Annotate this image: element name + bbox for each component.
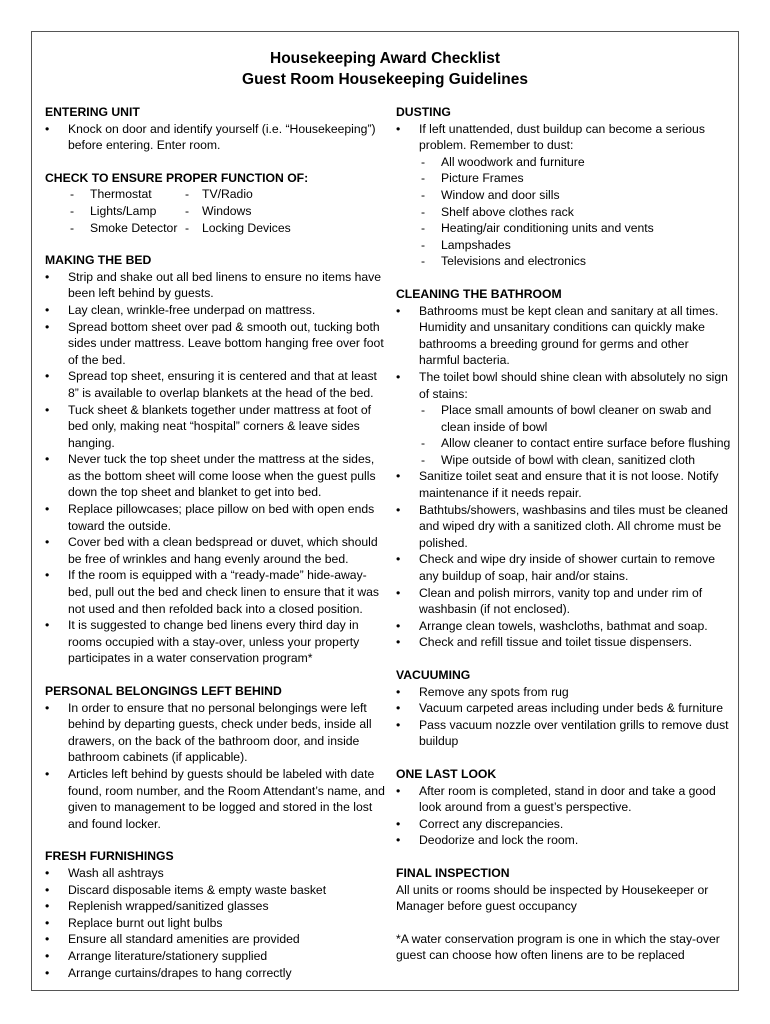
list-item: • In order to ensure that no personal belongings were left behind by departing guests, check under beds, inside all drawers, on the back of the bathroom door, and inside bathroom cabinets (if applicable). — [45, 700, 390, 766]
list-item: • Pass vacuum nozzle over ventilation grills to remove dust buildup — [396, 717, 731, 750]
list-item: • Spread top sheet, ensuring it is centered and that at least 8” is available to overlap blankets at the head of the bed. — [45, 368, 390, 401]
list-item: • Articles left behind by guests should be labeled with date found, room number, and the Room Attendant’s name, and given to management to be logged and stored in the lost and found locker. — [45, 766, 390, 832]
list-item: • Replenish wrapped/sanitized glasses — [45, 898, 390, 915]
section-personal-belongings — [45, 683, 390, 832]
list-item: • Correct any discrepancies. — [396, 816, 731, 833]
list-item: • Never tuck the top sheet under the mattress at the sides, as the bottom sheet will come loose when the guest pulls down the top sheet and blanket to get into bed. — [45, 451, 390, 501]
section-heading: ENTERING UNIT — [45, 105, 140, 119]
sub-list-item: - Shelf above clothes rack — [419, 204, 731, 221]
list-item: • Arrange clean towels, washcloths, bathmat and soap. — [396, 618, 731, 635]
list-item: • Spread bottom sheet over pad & smooth out, tucking both sides under mattress. Leave bottom hanging free over foot of the bed. — [45, 319, 390, 369]
section-heading: CHECK TO ENSURE PROPER FUNCTION OF: — [45, 170, 309, 185]
title-line-2: Guest Room Housekeeping Guidelines — [242, 71, 528, 88]
section-heading: CLEANING THE BATHROOM — [396, 286, 562, 301]
list-item: • Deodorize and lock the room. — [396, 832, 731, 849]
section-heading: PERSONAL BELONGINGS LEFT BEHIND — [45, 684, 282, 698]
list-item: - Lights/Lamp — [45, 203, 185, 220]
list-item: • Arrange literature/stationery supplied — [45, 948, 390, 965]
section-fresh-furnishings — [45, 848, 390, 981]
section-dusting — [396, 104, 731, 270]
sub-list-item: - Wipe outside of bowl with clean, sanitized cloth — [419, 452, 731, 469]
list-item: • If left unattended, dust buildup can become a serious problem. Remember to dust: — [396, 121, 731, 154]
sub-list-item: - All woodwork and furniture — [419, 154, 731, 171]
list-item: - Locking Devices — [185, 220, 365, 237]
section-cleaning-bathroom — [396, 286, 731, 651]
function-grid — [45, 186, 390, 236]
left-column — [45, 104, 390, 997]
section-making-bed — [45, 252, 390, 667]
list-item: • Clean and polish mirrors, vanity top and under rim of washbasin (if not enclosed). — [396, 585, 731, 618]
list-item: - Windows — [185, 203, 365, 220]
list-item: - Smoke Detector — [45, 220, 185, 237]
section-check-function — [45, 170, 390, 236]
list-item: • After room is completed, stand in door and take a good look around from a guest’s perspective. — [396, 783, 731, 816]
list-item: • Ensure all standard amenities are provided — [45, 931, 390, 948]
list-item: • Tuck sheet & blankets together under mattress at foot of bed only, making neat “hospital” corners & leave sides hanging. — [45, 402, 390, 452]
sub-list-item: - Lampshades — [419, 237, 731, 254]
list-item: • If the room is equipped with a “ready-made” hide-away-bed, pull out the bed and check linen to ensure that it was not used and then refolded back into a closed position. — [45, 567, 390, 617]
sub-list-item: - Heating/air conditioning units and vents — [419, 220, 731, 237]
footnote: *A water conservation program is one in which the stay-over guest can choose how often linens are to be replaced — [396, 931, 720, 963]
list-item: • Replace pillowcases; place pillow on bed with open ends toward the outside. — [45, 501, 390, 534]
section-heading: FRESH FURNISHINGS — [45, 849, 174, 864]
list-item: - Thermostat — [45, 186, 185, 203]
section-heading: ONE LAST LOOK — [396, 766, 497, 781]
list-item: • Bathrooms must be kept clean and sanitary at all times. Humidity and unsanitary conditions can quickly make bathrooms a breeding ground for germs and other harmful bacteria. — [396, 303, 731, 369]
list-item: • Strip and shake out all bed linens to ensure no items have been left behind by guests. — [45, 269, 390, 302]
list-item: • Replace burnt out light bulbs — [45, 915, 390, 932]
section-heading: MAKING THE BED — [45, 253, 152, 268]
document-title — [0, 48, 770, 90]
list-item: • Knock on door and identify yourself (i.e. “Housekeeping”) before entering. Enter room. — [45, 121, 390, 154]
sub-list-item: - Place small amounts of bowl cleaner on swab and clean inside of bowl — [419, 402, 731, 435]
list-item: • Arrange curtains/drapes to hang correctly — [45, 965, 390, 982]
final-inspection-text: All units or rooms should be inspected by Housekeeper or Manager before guest occupancy — [396, 882, 709, 914]
list-item: - TV/Radio — [185, 186, 365, 203]
list-item: • Bathtubs/showers, washbasins and tiles must be cleaned and wiped dry with a sanitized cloth. All chrome must be polished. — [396, 502, 731, 552]
section-one-last-look — [396, 766, 731, 849]
sub-list-item: - Allow cleaner to contact entire surface before flushing — [419, 435, 731, 452]
section-heading: FINAL INSPECTION — [396, 865, 510, 880]
list-item: • The toilet bowl should shine clean with absolutely no sign of stains: — [396, 369, 731, 402]
sub-list-item: - Window and door sills — [419, 187, 731, 204]
list-item: • Wash all ashtrays — [45, 865, 390, 882]
list-item: • Vacuum carpeted areas including under beds & furniture — [396, 700, 731, 717]
list-item: • Check and wipe dry inside of shower curtain to remove any buildup of soap, hair and/or stains. — [396, 551, 731, 584]
list-item: • Discard disposable items & empty waste basket — [45, 882, 390, 899]
section-entering-unit — [45, 104, 390, 154]
section-heading: DUSTING — [396, 105, 451, 119]
sub-list-item: - Picture Frames — [419, 170, 731, 187]
section-final-inspection — [396, 865, 731, 915]
list-item: • Remove any spots from rug — [396, 684, 731, 701]
list-item: • Check and refill tissue and toilet tissue dispensers. — [396, 634, 731, 651]
section-heading: VACUUMING — [396, 668, 471, 682]
list-item: • It is suggested to change bed linens every third day in rooms occupied with a stay-over, unless your property participates in a water conservation program* — [45, 617, 390, 667]
section-vacuuming — [396, 667, 731, 750]
list-item: • Sanitize toilet seat and ensure that it is not loose. Notify maintenance if it needs repair. — [396, 468, 731, 501]
sub-list-item: - Televisions and electronics — [419, 253, 731, 270]
list-item: • Cover bed with a clean bedspread or duvet, which should be free of wrinkles and hang evenly around the bed. — [45, 534, 390, 567]
title-line-1: Housekeeping Award Checklist — [270, 50, 500, 67]
list-item: • Lay clean, wrinkle-free underpad on mattress. — [45, 302, 390, 319]
right-column — [396, 104, 731, 964]
